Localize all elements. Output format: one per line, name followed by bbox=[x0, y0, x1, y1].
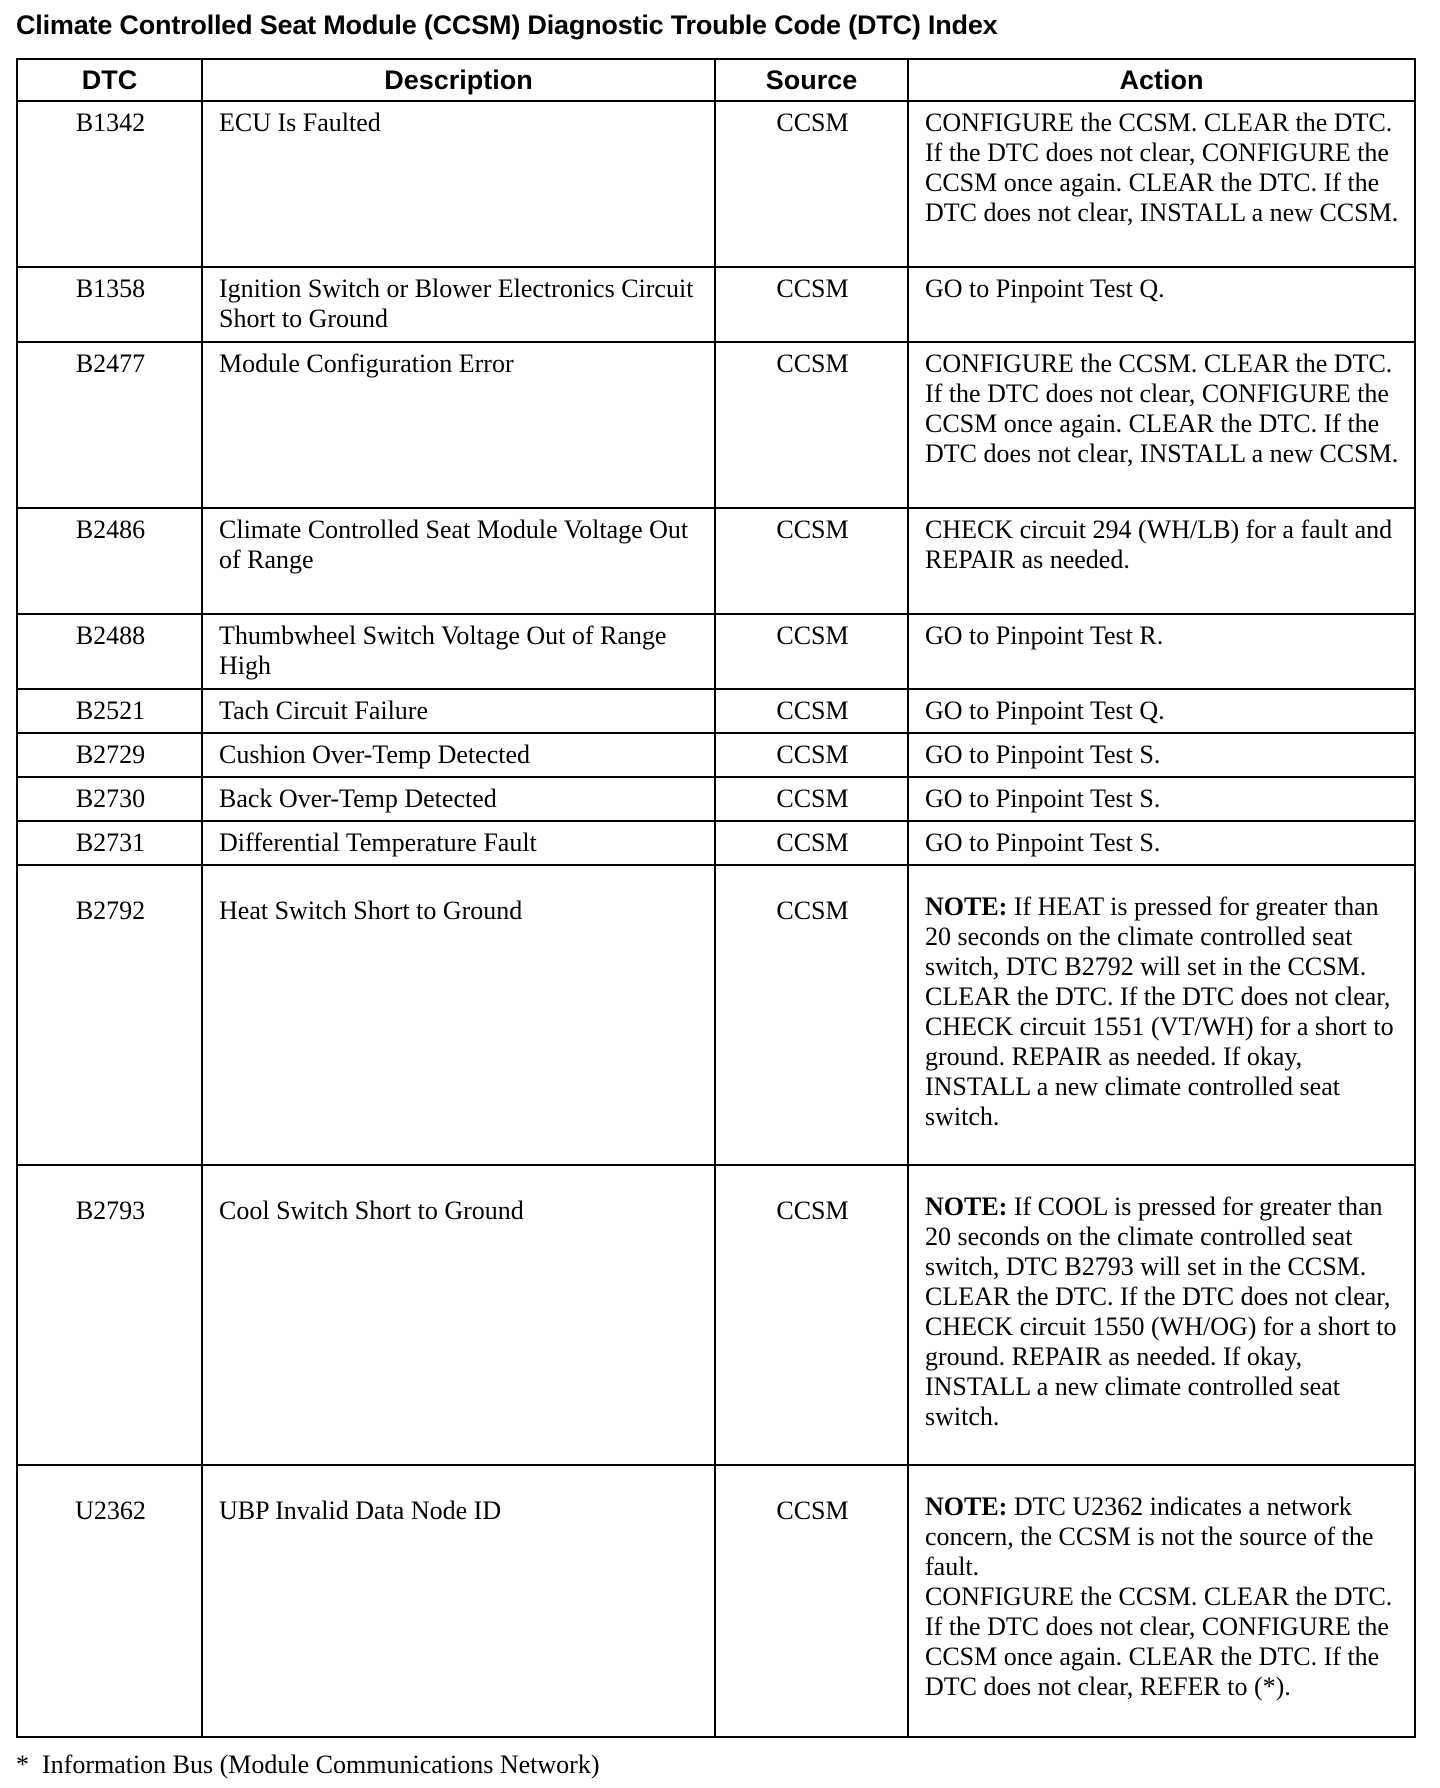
dtc-code: B2477 bbox=[17, 342, 202, 508]
dtc-source: CCSM bbox=[715, 777, 908, 821]
dtc-code: B1342 bbox=[17, 101, 202, 267]
table-row bbox=[17, 689, 1415, 733]
dtc-action: GO to Pinpoint Test S. bbox=[908, 821, 1415, 865]
table-row bbox=[17, 614, 1415, 689]
note-text: DTC U2362 indicates a network concern, the CCSM is not the source of the fault. bbox=[925, 1492, 1374, 1581]
dtc-description: Tach Circuit Failure bbox=[202, 689, 715, 733]
table-row bbox=[17, 865, 1415, 1165]
dtc-code: B2486 bbox=[17, 508, 202, 614]
dtc-code: B2731 bbox=[17, 821, 202, 865]
dtc-action: CHECK circuit 294 (WH/LB) for a fault and REPAIR as needed. bbox=[908, 508, 1415, 614]
dtc-description: Cushion Over-Temp Detected bbox=[202, 733, 715, 777]
page-title: Climate Controlled Seat Module (CCSM) Diagnostic Trouble Code (DTC) Index bbox=[16, 10, 998, 40]
column-header-dtc: DTC bbox=[17, 59, 202, 101]
dtc-index-table bbox=[16, 58, 1416, 1738]
dtc-action: GO to Pinpoint Test S. bbox=[908, 777, 1415, 821]
dtc-code: B2729 bbox=[17, 733, 202, 777]
dtc-source: CCSM bbox=[715, 821, 908, 865]
dtc-action: GO to Pinpoint Test Q. bbox=[908, 267, 1415, 342]
table-row bbox=[17, 267, 1415, 342]
column-header-description: Description bbox=[202, 59, 715, 101]
dtc-source: CCSM bbox=[715, 1165, 908, 1465]
note-label: NOTE: bbox=[925, 1492, 1008, 1521]
dtc-source: CCSM bbox=[715, 614, 908, 689]
dtc-description: Back Over-Temp Detected bbox=[202, 777, 715, 821]
dtc-description: Module Configuration Error bbox=[202, 342, 715, 508]
dtc-code: B2488 bbox=[17, 614, 202, 689]
dtc-description: Cool Switch Short to Ground bbox=[202, 1165, 715, 1465]
dtc-action: GO to Pinpoint Test Q. bbox=[908, 689, 1415, 733]
dtc-code: B2521 bbox=[17, 689, 202, 733]
dtc-description: Climate Controlled Seat Module Voltage Out of Range bbox=[202, 508, 715, 614]
dtc-action: CONFIGURE the CCSM. CLEAR the DTC. If the DTC does not clear, CONFIGURE the CCSM once again. CLEAR the DTC. If the DTC does not clear, REFER to (*). bbox=[925, 1582, 1393, 1701]
dtc-code: B2730 bbox=[17, 777, 202, 821]
table-row bbox=[17, 777, 1415, 821]
dtc-description: Heat Switch Short to Ground bbox=[202, 865, 715, 1165]
dtc-description: ECU Is Faulted bbox=[202, 101, 715, 267]
table-row bbox=[17, 1165, 1415, 1465]
table-row bbox=[17, 733, 1415, 777]
table-row bbox=[17, 101, 1415, 267]
column-header-action: Action bbox=[908, 59, 1415, 101]
column-header-source: Source bbox=[715, 59, 908, 101]
table-header-row bbox=[17, 59, 1415, 101]
note-text: If COOL is pressed for greater than 20 seconds on the climate controlled seat switch, DTC B2793 will set in the CCSM. bbox=[925, 1192, 1383, 1281]
dtc-action-cell bbox=[908, 865, 1415, 1165]
table-row bbox=[17, 821, 1415, 865]
dtc-description: UBP Invalid Data Node ID bbox=[202, 1465, 715, 1737]
dtc-code: B2792 bbox=[17, 865, 202, 1165]
dtc-description: Ignition Switch or Blower Electronics Circuit Short to Ground bbox=[202, 267, 715, 342]
dtc-code: B2793 bbox=[17, 1165, 202, 1465]
dtc-action: CONFIGURE the CCSM. CLEAR the DTC. If the DTC does not clear, CONFIGURE the CCSM once again. CLEAR the DTC. If the DTC does not clear, INSTALL a new CCSM. bbox=[908, 342, 1415, 508]
dtc-action: GO to Pinpoint Test S. bbox=[908, 733, 1415, 777]
dtc-action-cell bbox=[908, 1465, 1415, 1737]
dtc-source: CCSM bbox=[715, 267, 908, 342]
dtc-action: CONFIGURE the CCSM. CLEAR the DTC. If the DTC does not clear, CONFIGURE the CCSM once again. CLEAR the DTC. If the DTC does not clear, INSTALL a new CCSM. bbox=[908, 101, 1415, 267]
dtc-action-cell bbox=[908, 1165, 1415, 1465]
dtc-description: Thumbwheel Switch Voltage Out of Range High bbox=[202, 614, 715, 689]
note-text: If HEAT is pressed for greater than 20 seconds on the climate controlled seat switch, DTC B2792 will set in the CCSM. bbox=[925, 892, 1379, 981]
dtc-action: GO to Pinpoint Test R. bbox=[908, 614, 1415, 689]
dtc-code: U2362 bbox=[17, 1465, 202, 1737]
table-row bbox=[17, 342, 1415, 508]
dtc-source: CCSM bbox=[715, 508, 908, 614]
footnote: * Information Bus (Module Communications Network) bbox=[16, 1750, 600, 1779]
dtc-action: CLEAR the DTC. If the DTC does not clear, CHECK circuit 1550 (WH/OG) for a short to ground. REPAIR as needed. If okay, INSTALL a new climate controlled seat switch. bbox=[925, 1282, 1397, 1431]
dtc-source: CCSM bbox=[715, 689, 908, 733]
note-label: NOTE: bbox=[925, 892, 1008, 921]
table-row bbox=[17, 1465, 1415, 1737]
dtc-source: CCSM bbox=[715, 101, 908, 267]
dtc-code: B1358 bbox=[17, 267, 202, 342]
dtc-source: CCSM bbox=[715, 733, 908, 777]
dtc-description: Differential Temperature Fault bbox=[202, 821, 715, 865]
dtc-source: CCSM bbox=[715, 342, 908, 508]
dtc-source: CCSM bbox=[715, 1465, 908, 1737]
note-label: NOTE: bbox=[925, 1192, 1008, 1221]
table-row bbox=[17, 508, 1415, 614]
dtc-source: CCSM bbox=[715, 865, 908, 1165]
dtc-action: CLEAR the DTC. If the DTC does not clear, CHECK circuit 1551 (VT/WH) for a short to ground. REPAIR as needed. If okay, INSTALL a new climate controlled seat switch. bbox=[925, 982, 1394, 1131]
